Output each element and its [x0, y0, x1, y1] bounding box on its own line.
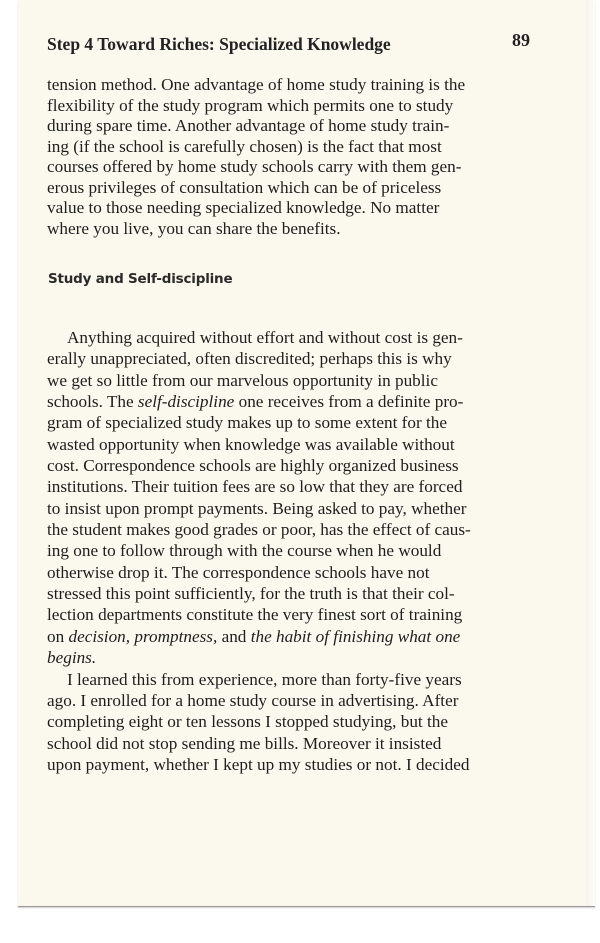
text-line: I learned this from experience, more than forty-five years: [67, 669, 462, 689]
text-line: during spare time. Another advantage of home study train-: [47, 116, 450, 135]
text-line: where you live, you can share the benefits.: [47, 218, 341, 238]
emphasis-begins: begins.: [47, 648, 97, 668]
text-line: institutions. Their tuition fees are so low that they are forced: [47, 477, 463, 497]
text-line: Anything acquired without effort and without cost is gen-: [67, 328, 463, 347]
running-header: [47, 30, 530, 56]
emphasis-habit-of-finishing: the habit of finishing what one: [250, 626, 461, 646]
text-run: one receives from a definite pro-: [234, 392, 464, 412]
text-line: erous privileges of consultation which can be of priceless: [47, 177, 442, 197]
text-run: and: [217, 626, 251, 646]
text-line: [47, 391, 530, 412]
text-line: tension method. One advantage of home study training is the: [47, 75, 466, 94]
page-edge: [586, 0, 595, 906]
section-subheading: Study and Self-discipline: [48, 271, 233, 287]
text-run: on: [47, 626, 69, 646]
text-line: upon payment, whether I kept up my studies or not. I decided: [47, 754, 470, 774]
text-line: ago. I enrolled for a home study course in advertising. After: [47, 690, 459, 710]
text-line: cost. Correspondence schools are highly organized business: [47, 456, 459, 476]
text-line: the student makes good grades or poor, has the effect of caus-: [47, 520, 471, 540]
text-line: [47, 647, 530, 668]
emphasis-self-discipline: self-discipline: [137, 392, 235, 412]
text-line: ing (if the school is carefully chosen) is the fact that most: [47, 136, 442, 156]
text-line: value to those needing specialized knowledge. No matter: [47, 198, 440, 217]
paragraph-self-discipline: [47, 327, 530, 775]
text-line: stressed this point sufficiently, for the truth is that their col-: [47, 584, 455, 604]
emphasis-decision-promptness: decision, promptness,: [68, 626, 218, 646]
text-line: flexibility of the study program which permits one to study: [47, 95, 454, 115]
text-line: courses offered by home study schools carry with them gen-: [47, 157, 462, 176]
text-line: erally unappreciated, often discredited; perhaps this is why: [47, 349, 452, 369]
text-line: gram of specialized study makes up to some extent for the: [47, 413, 447, 433]
text-run: schools. The: [47, 392, 138, 412]
text-line: [47, 626, 530, 647]
page-number: 89: [512, 30, 530, 50]
text-line: wasted opportunity when knowledge was available without: [47, 434, 455, 454]
text-line: otherwise drop it. The correspondence schools have not: [47, 562, 430, 582]
text-line: ing one to follow through with the course when he would: [47, 541, 442, 561]
text-line: school did not stop sending me bills. Moreover it insisted: [47, 733, 442, 753]
running-head-title: Step 4 Toward Riches: Specialized Knowledge: [47, 34, 391, 54]
text-line: we get so little from our marvelous opportunity in public: [47, 370, 438, 390]
text-line: to insist upon prompt payments. Being asked to pay, whether: [47, 498, 467, 518]
text-line: lection departments constitute the very finest sort of training: [47, 605, 463, 625]
text-line: completing eight or ten lessons I stopped studying, but the: [47, 712, 448, 732]
paragraph-continued: [47, 75, 530, 239]
